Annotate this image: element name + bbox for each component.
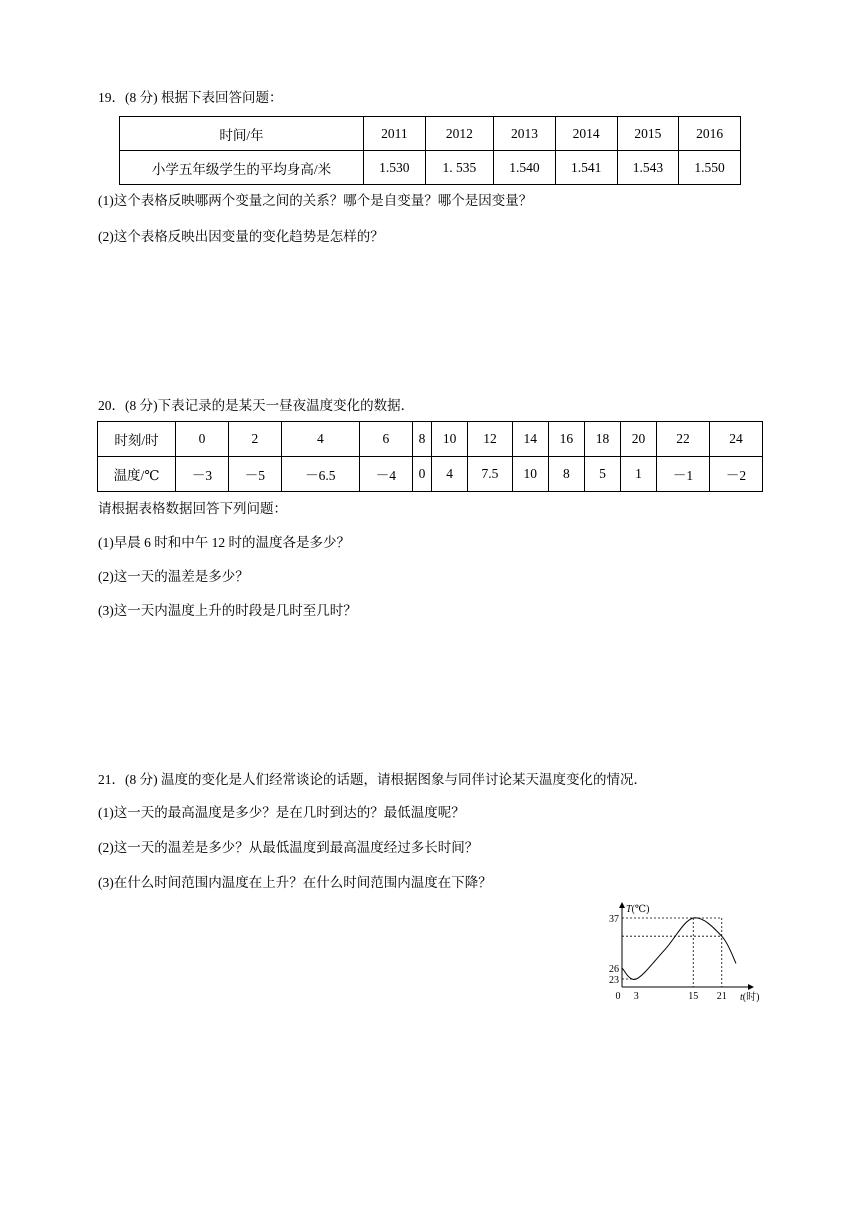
- q20-table-row-times: [98, 422, 763, 457]
- q20-temp-cell: －1: [657, 457, 710, 492]
- q20-time-cell: 18: [584, 422, 620, 457]
- q20-sub1: (1)早晨 6 时和中午 12 时的温度各是多少？: [98, 535, 350, 550]
- q19-year-cell: 2011: [364, 117, 426, 151]
- q20-temp-cell: 4: [432, 457, 468, 492]
- chart-guide-lines: [622, 918, 722, 987]
- x-tick-label: 3: [633, 991, 639, 1002]
- q20-time-cell: 10: [432, 422, 468, 457]
- q20-time-cell: 22: [657, 422, 710, 457]
- q20-temp-cell: 5: [584, 457, 620, 492]
- q20-temp-cell: －3: [176, 457, 229, 492]
- q20-temp-cell: 1: [621, 457, 657, 492]
- q20-sub3: (3)这一天内温度上升的时段是几时至几时？: [98, 603, 357, 618]
- q21-sub1: (1)这一天的最高温度是多少？是在几时到达的？最低温度呢？: [98, 805, 465, 820]
- q19-sub2: (2)这个表格反映出因变量的变化趋势是怎样的？: [98, 229, 384, 244]
- q19-year-cell: 2013: [494, 117, 556, 151]
- q20-time-cell: 12: [468, 422, 513, 457]
- origin-label: 0: [615, 991, 621, 1002]
- q20-time-cell: 2: [228, 422, 281, 457]
- temperature-curve: [622, 918, 736, 980]
- q21-title: 21．(8 分) 温度的变化是人们经常谈论的话题，请根据图象与同伴讨论某天温度变化的情况．: [98, 772, 647, 787]
- q21-sub2: (2)这一天的温差是多少？从最低温度到最高温度经过多长时间？: [98, 840, 479, 855]
- x-axis-label: t(时): [740, 992, 760, 1003]
- q19-height-cell: 1.550: [679, 151, 741, 185]
- q19-table-row-heights: [120, 151, 741, 185]
- y-axis-arrow: [619, 902, 625, 908]
- q20-table-row-temps: [98, 457, 763, 492]
- q20-time-cell: 24: [710, 422, 763, 457]
- q19-year-cell: 2014: [555, 117, 617, 151]
- q20-time-cell: 8: [412, 422, 431, 457]
- q20-row-header-times: 时刻/时: [98, 422, 176, 457]
- q20-time-cell: 14: [512, 422, 548, 457]
- y-axis-label: T(℃): [626, 904, 650, 915]
- q19-year-cell: 2015: [617, 117, 679, 151]
- q20-row-header-temps: 温度/℃: [98, 457, 176, 492]
- y-tick-label: 26: [609, 964, 619, 975]
- q19-table: [119, 116, 741, 185]
- q20-time-cell: 6: [359, 422, 412, 457]
- q20-temp-cell: 0: [412, 457, 431, 492]
- q19-sub1: (1)这个表格反映哪两个变量之间的关系？哪个是自变量？哪个是因变量？: [98, 193, 533, 208]
- q20-temp-cell: －4: [359, 457, 412, 492]
- x-axis-arrow: [748, 984, 754, 990]
- q20-sub2: (2)这一天的温差是多少？: [98, 569, 249, 584]
- q20-intro: 请根据表格数据回答下列问题：: [98, 501, 287, 516]
- q19-row-header-heights: 小学五年级学生的平均身高/米: [120, 151, 364, 185]
- q19-height-cell: 1.543: [617, 151, 679, 185]
- q19-height-cell: 1.540: [494, 151, 556, 185]
- q19-height-cell: 1. 535: [425, 151, 493, 185]
- q20-time-cell: 4: [281, 422, 359, 457]
- q19-title: 19．(8 分) 根据下表回答问题：: [98, 90, 283, 105]
- q19-height-cell: 1.541: [555, 151, 617, 185]
- q19-table-row-years: [120, 117, 741, 151]
- q20-temp-cell: －6.5: [281, 457, 359, 492]
- q20-temp-cell: 7.5: [468, 457, 513, 492]
- q19-year-cell: 2016: [679, 117, 741, 151]
- q20-time-cell: 0: [176, 422, 229, 457]
- q20-table: [97, 421, 763, 492]
- q20-time-cell: 16: [548, 422, 584, 457]
- q19-height-cell: 1.530: [364, 151, 426, 185]
- q19-year-cell: 2012: [425, 117, 493, 151]
- q20-temp-cell: 10: [512, 457, 548, 492]
- x-tick-label: 15: [688, 991, 699, 1002]
- chart-labels: [609, 904, 759, 1003]
- q20-temp-cell: －2: [710, 457, 763, 492]
- y-tick-label: 23: [609, 975, 619, 986]
- q20-title: 20．(8 分)下表记录的是某天一昼夜温度变化的数据．: [98, 398, 415, 413]
- q20-time-cell: 20: [621, 422, 657, 457]
- y-tick-label: 37: [609, 914, 619, 925]
- q20-temp-cell: －5: [228, 457, 281, 492]
- temperature-chart: [600, 900, 770, 1010]
- x-tick-label: 21: [716, 991, 727, 1002]
- q21-sub3: (3)在什么时间范围内温度在上升？在什么时间范围内温度在下降？: [98, 875, 492, 890]
- q19-row-header-years: 时间/年: [120, 117, 364, 151]
- q20-temp-cell: 8: [548, 457, 584, 492]
